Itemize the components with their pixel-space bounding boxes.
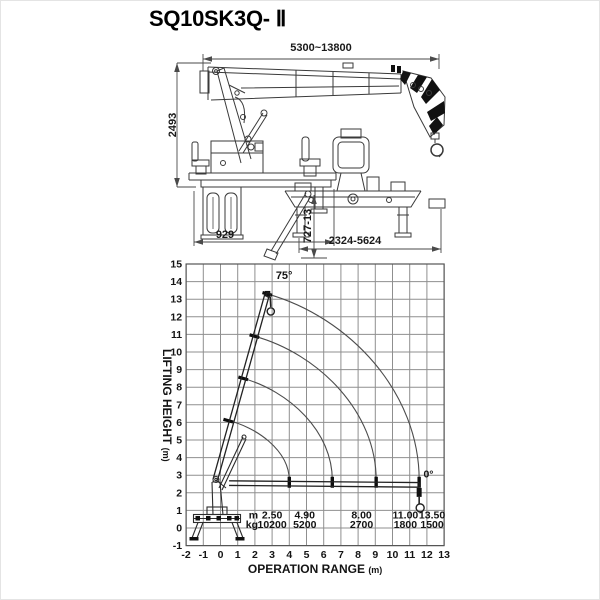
y-tick-label: 2 xyxy=(176,487,183,500)
y-tick-label: 0 xyxy=(176,522,183,535)
load-table-capacity-value: 1800 xyxy=(393,519,418,531)
load-table-capacity-value: 5200 xyxy=(293,519,317,531)
y-axis-title: LIFTING HEIGHT (m) xyxy=(160,349,174,462)
load-table-range-value: 8.00 xyxy=(351,509,372,522)
y-tick-label: 10 xyxy=(170,346,183,359)
load-table-range-value: 2.50 xyxy=(261,509,283,522)
x-tick-label: 1 xyxy=(234,549,241,561)
x-tick-label: 9 xyxy=(372,549,379,561)
y-tick-label: 7 xyxy=(176,399,183,412)
max-angle-label: 75° xyxy=(275,269,293,282)
y-tick-label: 13 xyxy=(170,293,183,306)
y-tick-label: 6 xyxy=(176,416,183,429)
x-tick-label: -2 xyxy=(181,549,191,561)
y-tick-label: 9 xyxy=(176,364,183,377)
y-tick-label: 5 xyxy=(176,434,183,447)
load-table-range-value: 4.90 xyxy=(294,509,315,522)
load-table-capacity-value: 2700 xyxy=(349,519,374,531)
dim-outrigger-height-label: 727-13 xyxy=(302,208,314,244)
x-tick-label: 0 xyxy=(217,549,224,561)
y-tick-label: 1 xyxy=(176,504,183,517)
x-tick-label: 6 xyxy=(320,549,327,561)
x-tick-label: 11 xyxy=(404,549,416,561)
load-table-capacity-value: 10200 xyxy=(257,519,287,531)
x-tick-label: 5 xyxy=(303,549,310,561)
load-table-capacity-value: 1500 xyxy=(420,519,444,531)
dim-overall-height-label: 2493 xyxy=(167,112,179,138)
y-tick-label: 4 xyxy=(176,452,183,465)
load-table-range-value: 13.50 xyxy=(418,509,446,522)
y-tick-label: 14 xyxy=(170,276,183,289)
y-tick-label: 3 xyxy=(176,469,183,482)
load-chart-crane-base xyxy=(1,1,600,600)
load-table-range-value: 11.00 xyxy=(392,509,419,522)
x-tick-label: 10 xyxy=(386,549,399,561)
x-axis-title: OPERATION RANGE (m) xyxy=(247,562,383,576)
load-table-kg-label: kg xyxy=(245,519,259,531)
dim-base-width-label: 929 xyxy=(215,229,235,241)
y-tick-label: -1 xyxy=(172,540,183,553)
y-tick-label: 11 xyxy=(170,328,183,341)
y-tick-label: 12 xyxy=(170,311,183,324)
page-title: SQ10SK3Q- Ⅱ xyxy=(149,6,287,31)
min-angle-label: 0° xyxy=(423,468,434,481)
x-tick-label: 13 xyxy=(438,549,450,561)
x-tick-label: 3 xyxy=(269,549,276,561)
x-tick-label: -1 xyxy=(198,549,208,561)
x-tick-label: 2 xyxy=(251,549,258,561)
y-tick-label: 8 xyxy=(176,381,183,394)
y-tick-label: 15 xyxy=(170,258,183,271)
dim-boom-length-label: 5300~13800 xyxy=(290,42,352,54)
x-tick-label: 4 xyxy=(286,549,293,561)
dim-outrigger-spread-label: 2324-5624 xyxy=(328,235,382,247)
load-table-m-label: m xyxy=(248,509,259,522)
x-tick-label: 12 xyxy=(421,549,433,561)
x-tick-label: 7 xyxy=(337,549,344,561)
x-tick-label: 8 xyxy=(355,549,362,561)
